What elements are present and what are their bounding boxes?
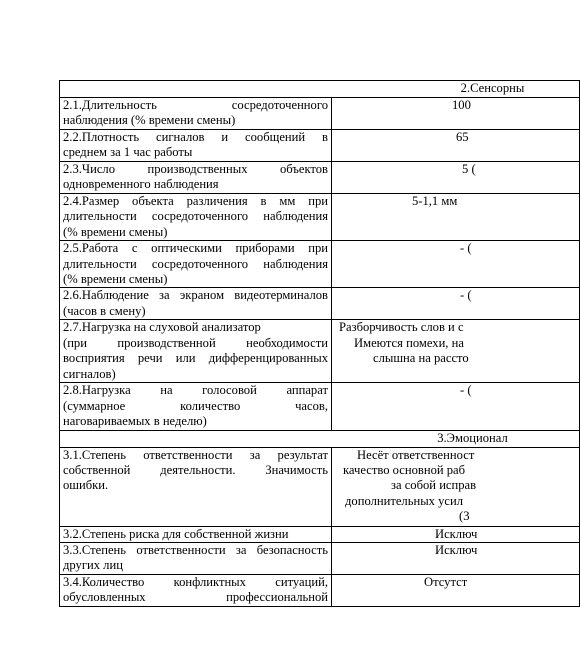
indicator-cell: 2.7.Нагрузка на слуховой анализатор (при производственной необходимости восприятия речи или дифференцированных сигналов) (60, 320, 332, 383)
indicator-cell: 3.1.Степень ответственности за результат собственной деятельности. Значимость ошибки. (60, 447, 332, 526)
table-row (60, 447, 580, 526)
indicator-cell: 2.4.Размер объекта различения в мм при длительности сосредоточенного наблюдения (% времени смены) (60, 194, 332, 241)
value-cell: Исключ (332, 526, 580, 542)
table-row (60, 575, 580, 607)
indicator-cell: 2.8.Нагрузка на голосовой аппарат (суммарное количество часов, наговариваемых в неделю) (60, 383, 332, 430)
indicator-cell: 2.5.Работа с оптическими приборами при длительности сосредоточенного наблюдения (% времени смены) (60, 241, 332, 288)
indicator-cell: 2.1.Длительность сосредоточенного наблюдения (% времени смены) (60, 98, 332, 130)
table-row (60, 162, 580, 194)
value-cell: - ( (332, 383, 580, 430)
value-cell: 5 ( (332, 162, 580, 194)
table-row (60, 543, 580, 575)
value-cell: Исключ (332, 543, 580, 575)
table-row (60, 194, 580, 241)
value-cell: - ( (332, 288, 580, 320)
value-cell: Несёт ответственност качество основной раб за собой исправ дополнительных усил (3 (332, 447, 580, 526)
table-row (60, 241, 580, 288)
section-row-sensory (60, 81, 580, 98)
indicator-cell: 2.3.Число производственных объектов одновременного наблюдения (60, 162, 332, 194)
table-row (60, 130, 580, 162)
section-title-emotional: 3.Эмоционал (437, 430, 508, 445)
section-title-sensory: 2.Сенсорны (460, 81, 525, 95)
section-row-emotional (60, 430, 580, 447)
value-cell: 100 (332, 98, 580, 130)
table-row (60, 526, 580, 542)
indicator-cell: 2.2.Плотность сигналов и сообщений в среднем за 1 час работы (60, 130, 332, 162)
value-cell: 5-1,1 мм (332, 194, 580, 241)
value-cell: - ( (332, 241, 580, 288)
table-row (60, 320, 580, 383)
indicator-cell: 3.4.Количество конфликтных ситуаций, обусловленных профессиональной (60, 575, 332, 607)
working-conditions-table (59, 80, 580, 607)
value-cell: 65 (332, 130, 580, 162)
table-row (60, 383, 580, 430)
indicator-cell: 3.2.Степень риска для собственной жизни (60, 526, 332, 542)
value-cell: Отсутст (332, 575, 580, 607)
table-row (60, 98, 580, 130)
table-row (60, 288, 580, 320)
indicator-cell: 3.3.Степень ответственности за безопасность других лиц (60, 543, 332, 575)
value-cell: Разборчивость слов и с Имеются помехи, на слышна на рассто (332, 320, 580, 383)
indicator-cell: 2.6.Наблюдение за экраном видеотерминалов (часов в смену) (60, 288, 332, 320)
